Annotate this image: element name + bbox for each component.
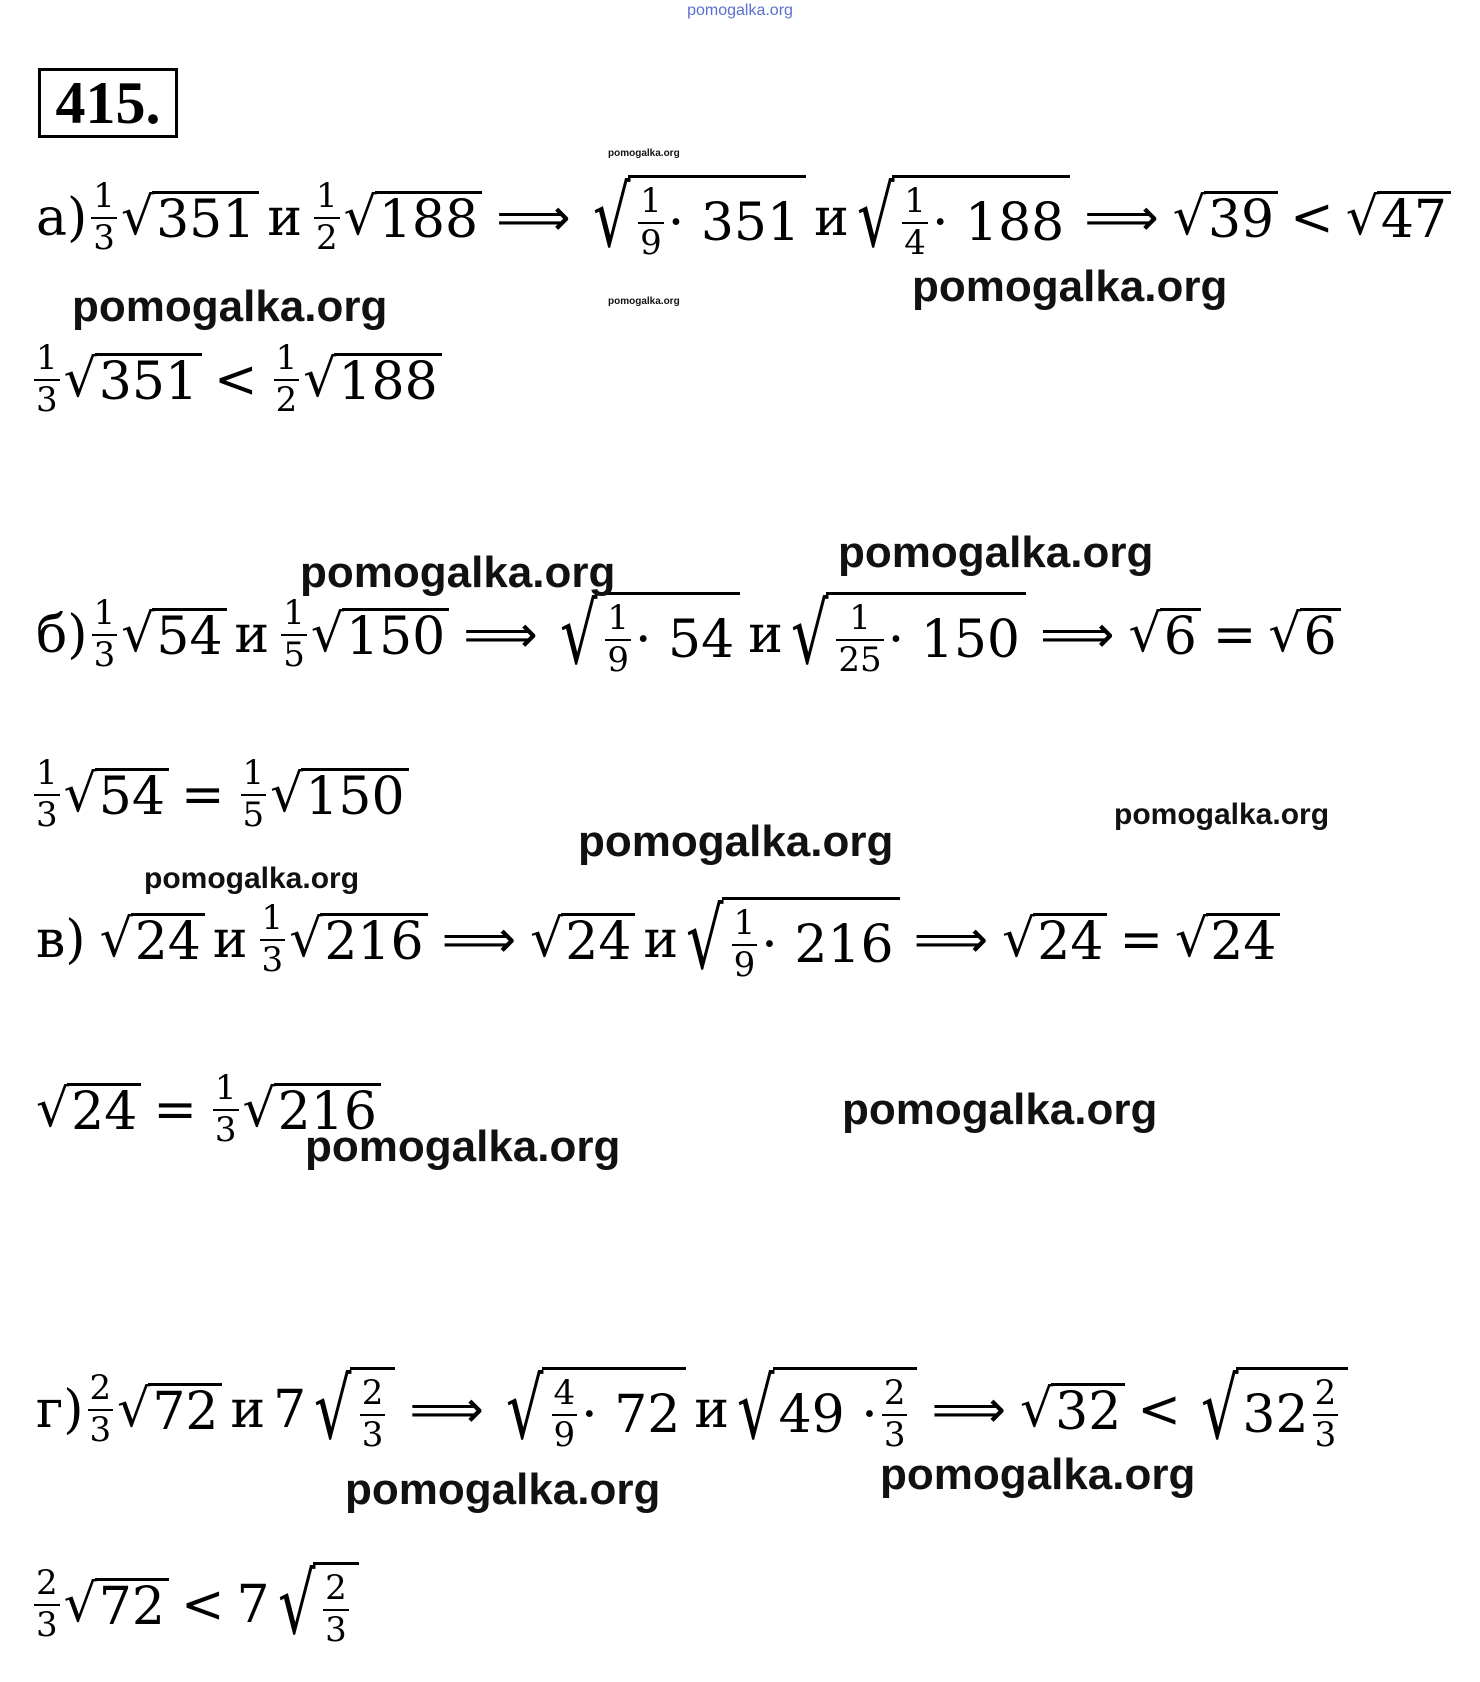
watermark: pomogalka.org xyxy=(345,1465,661,1514)
watermark-top: pomogalka.org xyxy=(687,2,793,19)
implies-arrow: ⟹ xyxy=(463,605,538,665)
line-b-result: $\frac{1}{3}$ √ 54 = $\frac{1}{5}$ √ 150 xyxy=(30,745,409,845)
line-a-main xyxy=(36,158,1451,278)
bigsqrt-a2: √ $\frac{1}{4}$ · 188 xyxy=(849,175,1070,261)
line-g-result: $\frac{2}{3}$ √ 72 < 7 √ $\frac{2}{3}$ xyxy=(30,1545,359,1665)
sqrt-a4: √ 47 xyxy=(1346,191,1451,246)
and-a2: и xyxy=(814,188,849,248)
watermark: pomogalka.org xyxy=(305,1122,621,1171)
sqrt-a1: √ 351 xyxy=(121,191,259,246)
line-g-main: г) $\frac{2}{3}$ √ 72 и 7 √ $\frac{2}{3}$ ⟹ √ $\frac{4}{9}$ · 72 и √ 49 · $\frac{2}{3}$ ⟹ √ 32 < √ 32 $\frac{2}{3}$ xyxy=(36,1345,1348,1475)
label-b: б) xyxy=(36,605,88,665)
line-a-result: $\frac{1}{3}$ √ 351 < $\frac{1}{2}$ √ 188 xyxy=(30,330,442,430)
watermark: pomogalka.org xyxy=(144,862,360,895)
watermark: pomogalka.org xyxy=(72,282,388,331)
watermark: pomogalka.org xyxy=(912,262,1228,311)
bigsqrt-a1: √ $\frac{1}{9}$ · 351 xyxy=(585,175,806,261)
watermark: pomogalka.org xyxy=(838,528,1154,577)
compare-sign: < xyxy=(1290,188,1334,248)
coef-a1: $\frac{1}{3}$ xyxy=(93,176,115,258)
problem-number: 415. xyxy=(38,68,178,138)
line-v-result: √ 24 = $\frac{1}{3}$ √ 216 xyxy=(36,1055,381,1165)
implies-arrow: ⟹ xyxy=(1040,605,1115,665)
watermark: pomogalka.org xyxy=(880,1450,1196,1499)
label-g: г) xyxy=(36,1380,84,1440)
coef-a2: $\frac{1}{2}$ xyxy=(316,176,338,258)
sqrt-a3: √ 39 xyxy=(1173,191,1278,246)
watermark: pomogalka.org xyxy=(608,148,680,159)
implies-arrow: ⟹ xyxy=(441,910,517,970)
implies-arrow: ⟹ xyxy=(496,188,571,248)
label-v: в) xyxy=(36,910,86,970)
implies-arrow: ⟹ xyxy=(1084,188,1159,248)
watermark: pomogalka.org xyxy=(300,548,616,597)
implies-arrow: ⟹ xyxy=(931,1380,1006,1440)
implies-arrow: ⟹ xyxy=(409,1380,484,1440)
and-a1: и xyxy=(267,188,303,248)
line-b-main: б) $\frac{1}{3}$ √ 54 и $\frac{1}{5}$ √ 150 ⟹ √ $\frac{1}{9}$ · 54 и √ $\frac{1}{25}$ · 150 ⟹ √ 6 = √ 6 xyxy=(36,580,1341,690)
watermark: pomogalka.org xyxy=(578,817,894,866)
watermark: pomogalka.org xyxy=(608,296,680,307)
line-v-main: в) √ 24 и $\frac{1}{3}$ √ 216 ⟹ √ 24 и √ $\frac{1}{9}$ · 216 ⟹ √ 24 = √ 24 xyxy=(36,885,1280,995)
label-a: а) xyxy=(36,188,88,248)
watermark: pomogalka.org xyxy=(842,1085,1158,1134)
sqrt-a2: √ 188 xyxy=(344,191,482,246)
watermark: pomogalka.org xyxy=(1114,798,1330,831)
implies-arrow: ⟹ xyxy=(913,910,989,970)
